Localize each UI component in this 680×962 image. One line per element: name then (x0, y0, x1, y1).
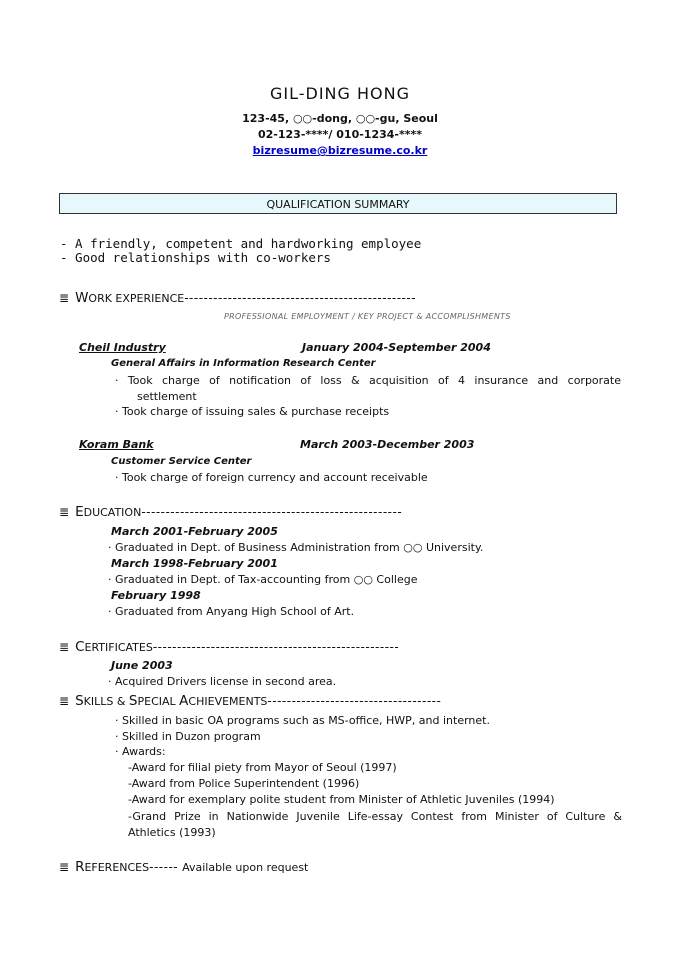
award-item: -Award for exemplary polite student from Minister of Athletic Juveniles (1994) (128, 793, 555, 806)
references-text: Available upon request (182, 861, 309, 874)
section-work-experience: ≣ WORK EXPERIENCE------------------------------------------------ (59, 290, 417, 306)
section-bullet-icon: ≣ (59, 505, 70, 519)
skill-item: · Skilled in Duzon program (115, 730, 261, 743)
award-item: -Award from Police Superintendent (1996) (128, 777, 360, 790)
section-certificates: ≣ CERTIFICATES--------------------------------------------------- (59, 639, 400, 655)
section-bullet-icon: ≣ (59, 860, 70, 874)
qualification-summary-title: QUALIFICATION SUMMARY (59, 193, 617, 214)
section-skills: ≣ SKILLS & SPECIAL ACHIEVEMENTS------------------------------------ (59, 693, 442, 709)
education-period: March 1998-February 2001 (111, 557, 278, 570)
summary-line: - Good relationships with co-workers (60, 250, 331, 265)
summary-line: - A friendly, competent and hardworking employee (60, 236, 422, 251)
education-item: · Graduated in Dept. of Business Administration from ○○ University. (108, 541, 484, 554)
section-references: ≣ REFERENCES------ Available upon request (59, 859, 309, 875)
candidate-name: GIL-DING HONG (269, 84, 410, 103)
job-period: March 2003-December 2003 (300, 438, 475, 451)
work-subtitle: PROFESSIONAL EMPLOYMENT / KEY PROJECT & ACCOMPLISHMENTS (224, 312, 511, 321)
education-item: · Graduated from Anyang High School of Art. (108, 605, 355, 618)
job-department: General Affairs in Information Research Center (111, 358, 376, 369)
job-item: · Took charge of foreign currency and account receivable (115, 471, 428, 484)
education-period: March 2001-February 2005 (111, 525, 278, 538)
job-item: · Took charge of issuing sales & purchase receipts (115, 405, 390, 418)
job-period: January 2004-September 2004 (302, 341, 491, 354)
skill-item: · Skilled in basic OA programs such as MS-office, HWP, and internet. (115, 714, 490, 727)
job-department: Customer Service Center (111, 456, 252, 467)
education-period: February 1998 (111, 589, 201, 602)
email-link[interactable]: bizresume@bizresume.co.kr (252, 144, 428, 157)
skill-item: · Awards: (115, 745, 166, 758)
award-item: -Award for filial piety from Mayor of Seoul (1997) (128, 761, 397, 774)
job-item: · Took charge of notification of loss & acquisition of 4 insurance and corporate settlement (115, 374, 621, 403)
address: 123-45, ○○-dong, ○○-gu, Seoul (242, 112, 438, 125)
section-bullet-icon: ≣ (59, 640, 70, 654)
section-bullet-icon: ≣ (59, 694, 70, 708)
section-bullet-icon: ≣ (59, 291, 70, 305)
company-name: Koram Bank (79, 438, 154, 451)
company-name: Cheil Industry (79, 341, 166, 354)
section-education: ≣ EDUCATION------------------------------------------------------ (59, 504, 403, 520)
education-item: · Graduated in Dept. of Tax-accounting from ○○ College (108, 573, 418, 586)
certificate-period: June 2003 (111, 659, 173, 672)
certificate-item: · Acquired Drivers license in second area. (108, 675, 337, 688)
phone: 02-123-****/ 010-1234-**** (258, 128, 422, 141)
award-item: -Grand Prize in Nationwide Juvenile Life-essay Contest from Minister of Culture & Athletics (1993) (128, 810, 622, 839)
